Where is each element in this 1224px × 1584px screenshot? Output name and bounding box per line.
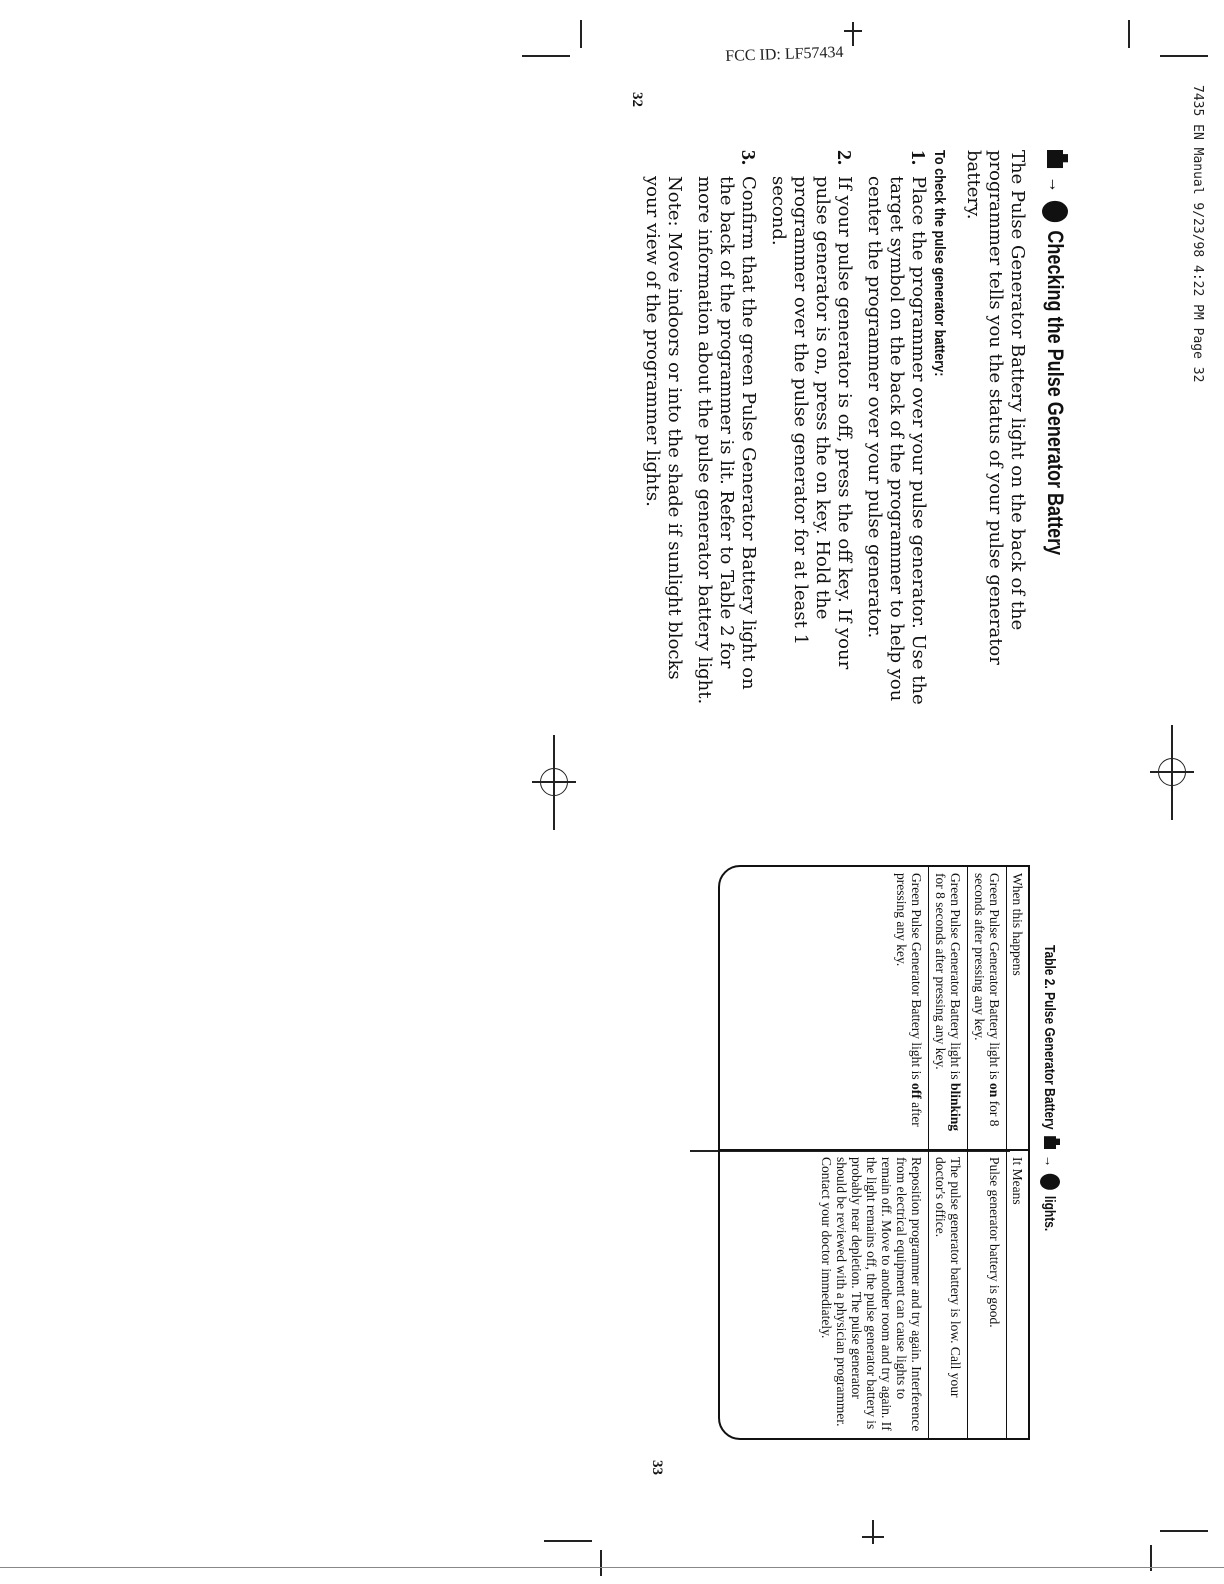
crop-mark (1160, 1530, 1208, 1532)
cell-text: for 8 seconds after pressing any key. (972, 873, 1002, 1127)
col-header-when: When this happens (1006, 867, 1028, 1151)
step-item (693, 150, 759, 710)
cell-when (928, 867, 967, 1151)
crop-mark (1128, 20, 1130, 48)
cell-text: after pressing any key. (894, 873, 924, 1127)
crop-mark (852, 22, 854, 46)
step-number: 3. (737, 150, 759, 165)
col-header-means: It Means (1006, 1151, 1028, 1438)
cell-text: for 8 seconds after pressing any key. (933, 873, 948, 1070)
cell-emphasis: blinking (948, 1082, 963, 1131)
section-heading (1042, 150, 1068, 609)
note-text: Note: Move indoors or into the shade if sunlight blocks your view of the programmer lights. (642, 176, 685, 680)
battery-icon (1044, 1136, 1056, 1149)
step-text: Place the programmer over your pulse generator. Use the target symbol on the back of the programmer to help you center the programmer over your pulse generator. (864, 176, 929, 705)
arrow-right-icon: → (1044, 176, 1067, 193)
cell-means: The pulse generator battery is low. Call your doctor's office. (928, 1151, 967, 1438)
cell-emphasis: off (909, 1082, 924, 1099)
step-text: If your pulse generator is off, press the off key. If your pulse generator is on, press the on key. Hold the programmer over the pulse generator for at least 1 second. (768, 176, 855, 670)
cell-means: Reposition programmer and try again. Interference from electrical equipment can cause lights to remain off. Move to another room and try again. If the light remains off, the pulse generator battery is probably near depletion. The pulse generator should be reviewed with a physician programmer. Contact your doctor immediately. (819, 1157, 924, 1432)
step-item (767, 150, 855, 710)
step-list (693, 150, 929, 710)
crop-mark (0, 1567, 1224, 1568)
crop-mark (522, 55, 570, 57)
cell-text: Green Pulse Generator Battery light is (909, 873, 924, 1083)
cell-text: Green Pulse Generator Battery light is (987, 873, 1002, 1083)
table-caption (1040, 945, 1060, 1341)
section-heading-text: Checking the Pulse Generator Battery (1043, 230, 1068, 556)
crop-mark (844, 30, 862, 32)
step-text: Confirm that the green Pulse Generator Battery light on the back of the programmer is lit. Refer to Table 2 for more information about the pulse generator battery light. (694, 176, 759, 705)
table-row (928, 867, 967, 1438)
crop-mark (544, 1540, 592, 1542)
print-header: 7435 EN Manual 9/23/98 4:22 PM Page 32 (1190, 85, 1205, 383)
table-header-row (1006, 867, 1028, 1438)
crop-mark (553, 735, 555, 830)
cell-means: Pulse generator battery is good. (967, 1151, 1006, 1438)
table-block (718, 865, 1060, 1440)
table-row (967, 867, 1006, 1438)
battery-status-table (718, 865, 1030, 1440)
table-caption-text: Table 2. Pulse Generator Battery (1041, 945, 1059, 1130)
step-number: 2. (833, 150, 855, 165)
crop-mark (862, 1536, 884, 1538)
page-number-right: 33 (649, 1460, 665, 1475)
crop-mark (1171, 725, 1173, 820)
section-content (641, 150, 1068, 710)
crop-mark (1160, 55, 1208, 57)
battery-icon (1047, 150, 1063, 168)
fcc-id: FCC ID: LF57434 (725, 43, 844, 65)
procedure-title: To check the pulse generator battery: (931, 150, 948, 377)
crop-mark (580, 20, 582, 48)
step-number: 1. (907, 150, 929, 165)
cell-when (967, 867, 1006, 1151)
arrow-right-icon: → (1041, 1155, 1059, 1168)
table-row (720, 867, 928, 1438)
cell-emphasis: on (987, 1082, 1002, 1098)
crop-mark (600, 1550, 602, 1576)
cell-text: Green Pulse Generator Battery light is (948, 873, 963, 1083)
intro-paragraph: The Pulse Generator Battery light on the back of the programmer tells you the status of your pulse generator battery. (963, 150, 1028, 665)
table-caption-suffix: lights. (1041, 1195, 1059, 1232)
pulse-generator-icon (1040, 1174, 1060, 1190)
cell-when (720, 867, 928, 1151)
step-item (863, 150, 929, 710)
page-number-left: 32 (629, 92, 645, 107)
crop-mark (872, 1520, 874, 1544)
pulse-generator-icon (1042, 201, 1068, 222)
